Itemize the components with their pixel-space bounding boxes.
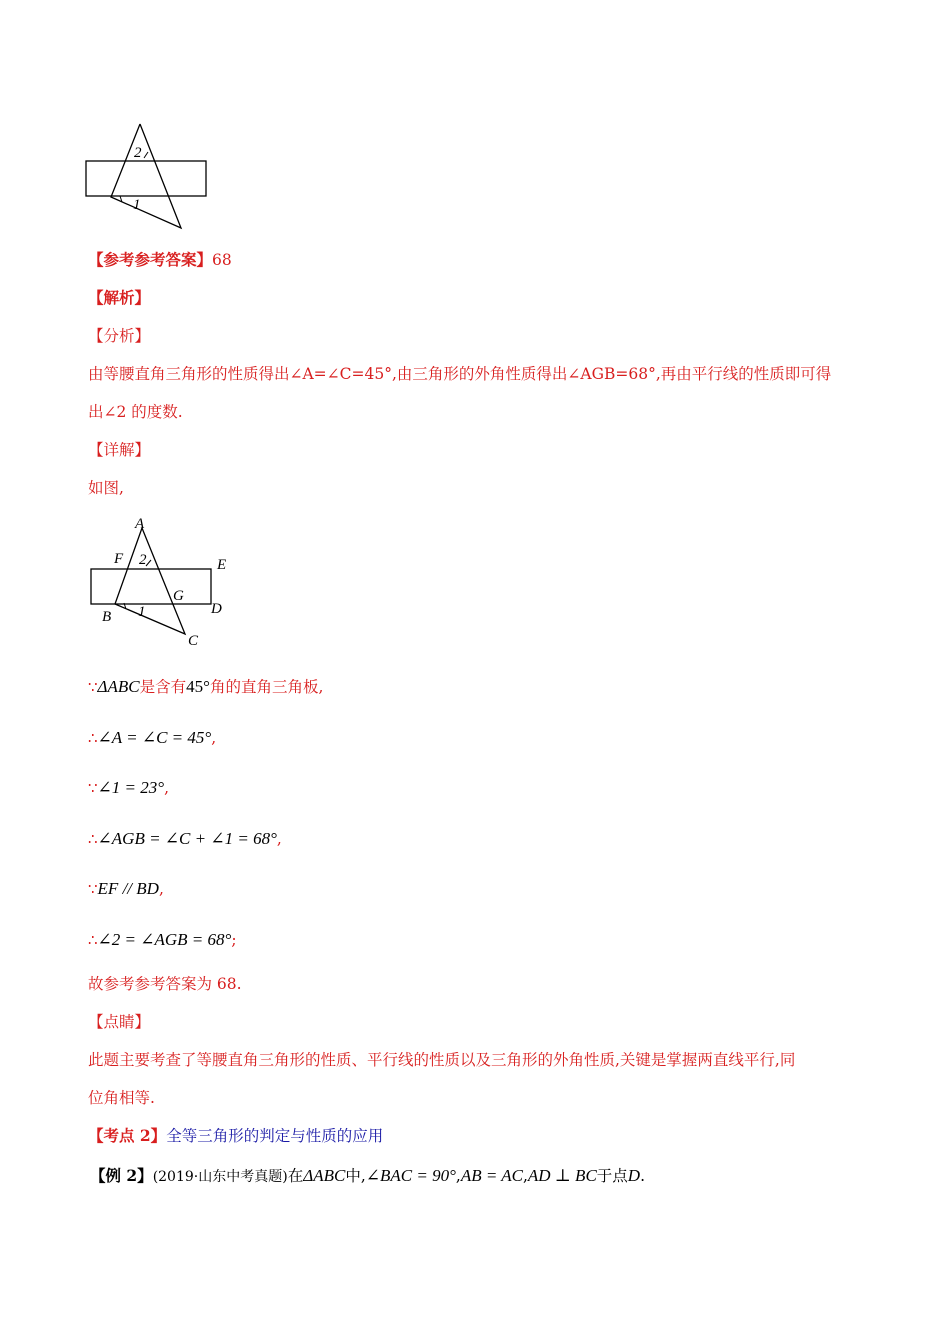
- figure-2-label-D: D: [211, 601, 222, 617]
- step-6: [88, 929, 237, 951]
- step-2-tail: ,: [211, 729, 217, 747]
- figure-1-triangle: [111, 124, 181, 228]
- therefore-symbol: ∴: [88, 931, 98, 949]
- example-math-4: AD ⊥ BC: [527, 1166, 597, 1185]
- step-4: [88, 828, 282, 850]
- step-6-tail: ;: [231, 931, 237, 949]
- example-text-3: ,: [455, 1167, 461, 1185]
- step-1-math-2: 45°: [186, 677, 210, 696]
- dianjing-line-2: 位角相等.: [88, 1089, 155, 1107]
- step-5-math: EF // BD: [97, 879, 159, 898]
- because-symbol: ∵: [88, 779, 98, 797]
- example-text-4: ,: [522, 1167, 528, 1185]
- because-symbol: ∵: [88, 880, 98, 898]
- step-4-math: ∠AGB = ∠C + ∠1 = 68°: [97, 829, 277, 848]
- figure-2-label-1: 1: [138, 604, 146, 620]
- step-3-tail: ,: [164, 779, 169, 797]
- answer-value: 68: [212, 251, 232, 269]
- kaodian-label: 【考点 2】: [88, 1126, 167, 1145]
- analysis-header: 【解析】: [88, 288, 151, 307]
- step-1-text: 是含有: [139, 678, 187, 696]
- step-6-math: ∠2 = ∠AGB = 68°: [97, 930, 232, 949]
- figure-1-label-2: 2: [134, 145, 142, 161]
- dianjing-line-1: 此题主要考查了等腰直角三角形的性质、平行线的性质以及三角形的外角性质,关键是掌握两直线平行,同: [88, 1051, 796, 1069]
- because-symbol: ∵: [88, 678, 98, 696]
- step-4-tail: ,: [276, 830, 282, 848]
- therefore-symbol: ∴: [88, 830, 98, 848]
- step-3: [88, 777, 169, 799]
- example-math-2: ∠BAC = 90°: [365, 1166, 456, 1185]
- answer-line: [88, 249, 232, 271]
- figure-1-angle2-mark: [144, 152, 148, 158]
- example-math-3: AB = AC: [460, 1166, 523, 1185]
- figure-2-label-G: G: [173, 588, 184, 604]
- therefore-symbol: ∴: [88, 729, 98, 747]
- answer-label: 【参考参考答案】: [88, 250, 213, 269]
- step-3-math: ∠1 = 23°: [97, 778, 165, 797]
- figure-2-label-2: 2: [139, 552, 147, 568]
- figure-1-label-1: 1: [133, 197, 141, 213]
- example-label: 【例 2】: [90, 1166, 153, 1185]
- kaodian-text: 全等三角形的判定与性质的应用: [166, 1127, 384, 1145]
- step-2-math: ∠A = ∠C = 45°: [97, 728, 212, 747]
- kaodian-line: [88, 1125, 383, 1147]
- step-5-tail: ,: [158, 880, 164, 898]
- step-1-text-2: 角的直角三角板,: [209, 678, 324, 696]
- xiangjie-header: 【详解】: [88, 441, 151, 459]
- figure-1-rectangle: [86, 161, 206, 196]
- figure-2: [80, 512, 240, 652]
- example-source: (2019·山东中考真题): [152, 1169, 288, 1185]
- example-text-1: 在: [287, 1167, 304, 1185]
- example-text-5: 于点: [596, 1167, 628, 1185]
- figure-2-label-C: C: [188, 633, 199, 649]
- figure-2-triangle: [115, 528, 185, 634]
- figure-2-label-A: A: [135, 516, 145, 532]
- figure-2-label-E: E: [217, 557, 227, 573]
- figure-2-label-F: F: [114, 551, 124, 567]
- step-2: [88, 727, 216, 749]
- example-line: [90, 1165, 645, 1188]
- conclusion: 故参考参考答案为 68.: [88, 975, 242, 993]
- example-text-2: 中,: [345, 1167, 366, 1185]
- example-math-5: D: [627, 1166, 641, 1185]
- figure-2-angle2-mark: [146, 560, 151, 566]
- example-text-6: .: [640, 1167, 646, 1185]
- figure-1: [80, 118, 220, 233]
- rutu-text: 如图,: [88, 479, 124, 497]
- dianjing-header: 【点睛】: [88, 1013, 151, 1031]
- figure-2-rectangle: [91, 569, 211, 604]
- figure-2-label-B: B: [102, 609, 112, 625]
- step-5: [88, 878, 164, 900]
- fenxi-line-1: 由等腰直角三角形的性质得出∠A=∠C=45°,由三角形的外角性质得出∠AGB=68°,再由平行线的性质即可得: [88, 365, 832, 383]
- example-math-1: ΔABC: [303, 1166, 346, 1185]
- step-1-math: ΔABC: [97, 677, 140, 696]
- fenxi-header: 【分析】: [88, 327, 151, 345]
- fenxi-line-2: 出∠2 的度数.: [88, 403, 183, 421]
- step-1: [88, 676, 323, 698]
